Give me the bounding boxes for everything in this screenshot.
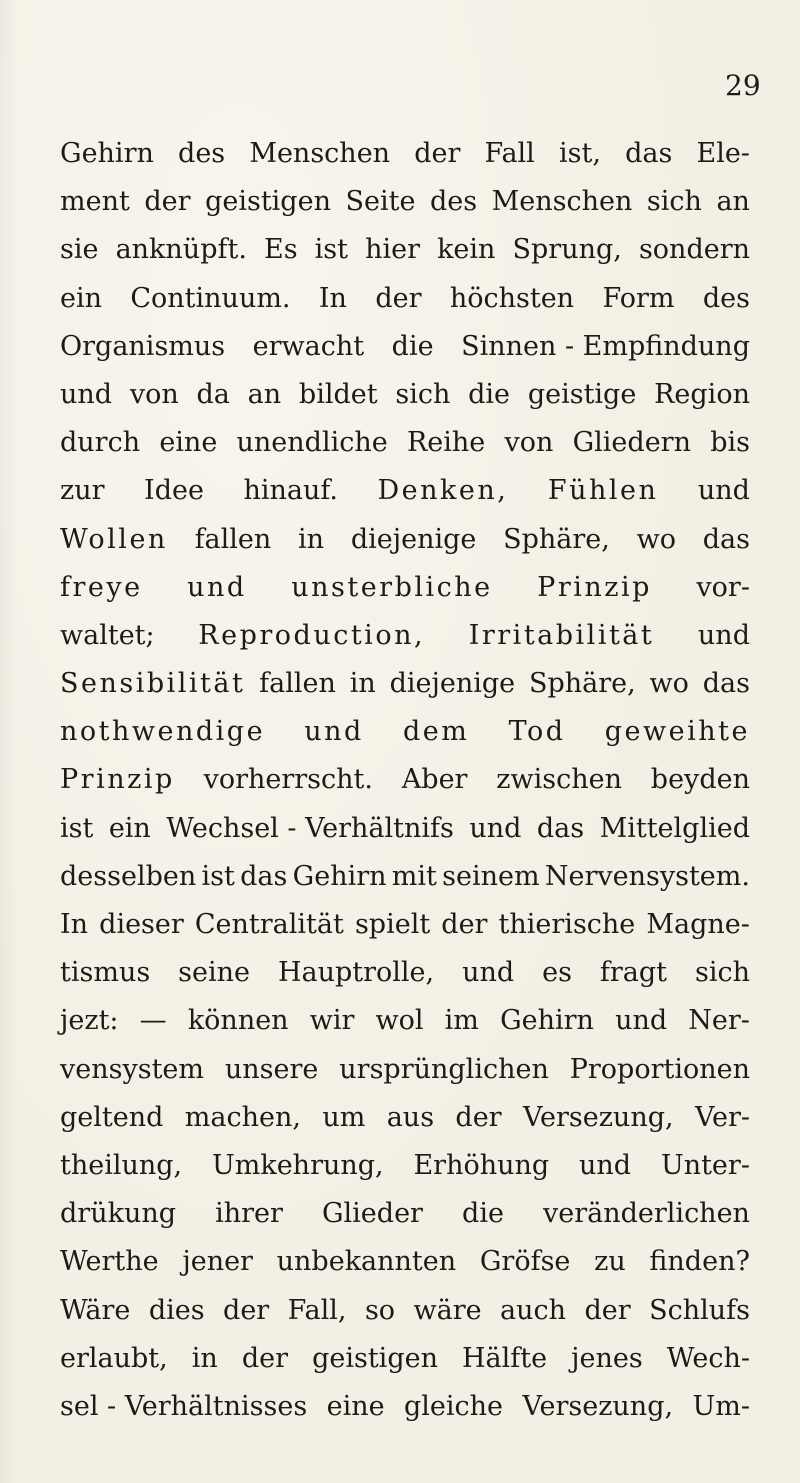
word: wol [375, 1005, 424, 1037]
word: Continuum. [130, 282, 291, 314]
word: Wäre [60, 1294, 131, 1326]
word: Organismus [60, 330, 226, 362]
word: die [462, 1198, 504, 1230]
text-line [60, 612, 750, 660]
text-line [60, 1335, 750, 1383]
word: Region [654, 378, 750, 410]
word: Werthe [60, 1246, 159, 1278]
word: des [178, 138, 226, 169]
word: Irritabilität [468, 619, 655, 651]
word: bildet [298, 378, 378, 410]
word: Schlufs [649, 1294, 750, 1326]
word: erlaubt, [60, 1342, 168, 1374]
word: unsere [224, 1053, 319, 1085]
word: Sphäre, [528, 668, 636, 700]
word: Proportionen [569, 1053, 750, 1085]
word: sich [694, 957, 750, 989]
word: freye [60, 571, 143, 603]
text-line [60, 1190, 750, 1238]
word: der [223, 1294, 270, 1326]
word: Tod [508, 716, 566, 748]
word: sondern [638, 234, 750, 266]
word: jenes [571, 1342, 643, 1374]
word: zur [60, 475, 105, 507]
word: dem [403, 716, 470, 748]
word: vensystem [60, 1053, 205, 1085]
word: um [322, 1101, 366, 1133]
word: Um- [692, 1390, 750, 1422]
word: — [139, 1005, 167, 1037]
word: Prinzip [537, 571, 652, 603]
word: Sprung, [512, 234, 622, 266]
word: der [375, 282, 422, 314]
word: drükung [60, 1198, 177, 1230]
word: Erhöhung [413, 1149, 550, 1181]
word: Glieder [321, 1198, 423, 1230]
word: Umkehrung, [211, 1149, 384, 1181]
word: Mittelglied [599, 812, 750, 844]
word: Fall, [287, 1294, 347, 1326]
text-line [60, 1094, 750, 1142]
word: Denken, [377, 475, 509, 507]
word: diejenige [350, 523, 477, 555]
word: thierische [498, 909, 636, 940]
word: hinauf. [243, 475, 338, 507]
word: wo [636, 523, 676, 555]
word: zwischen [496, 764, 622, 796]
word: und [579, 1149, 632, 1181]
word: dies [148, 1294, 205, 1326]
text-line [60, 756, 750, 804]
word: der [144, 186, 191, 218]
word: geweihte [604, 716, 750, 748]
word: ment [60, 186, 130, 218]
text-line [60, 178, 750, 226]
word: fragt [599, 957, 668, 989]
word: auch [500, 1294, 567, 1326]
word: zu [594, 1246, 626, 1278]
word: finden? [649, 1246, 750, 1278]
word: jener [182, 1246, 253, 1278]
word: dieser [99, 909, 184, 940]
word: nothwendige [60, 716, 266, 748]
word: Versezung, [522, 1390, 674, 1422]
word: beyden [650, 764, 750, 796]
word: unsterbliche [291, 571, 493, 603]
body-text [60, 130, 750, 1431]
word: und [462, 957, 515, 989]
word: von [129, 378, 179, 410]
text-line [60, 130, 750, 178]
word: eine [159, 427, 218, 459]
text-line [60, 564, 750, 612]
word: und [60, 378, 113, 410]
word: in [298, 523, 325, 555]
word: wo [649, 668, 689, 700]
word: Es [263, 234, 298, 266]
word: anknüpft. [115, 234, 247, 266]
text-line [60, 997, 750, 1045]
word: gleiche [404, 1390, 504, 1422]
word: der [241, 1342, 289, 1374]
word: das [240, 860, 288, 892]
word: in [349, 668, 376, 700]
word: erwacht [252, 330, 365, 362]
word: diejenige [389, 668, 516, 700]
word: können [187, 1005, 289, 1037]
word: Menschen [249, 138, 391, 169]
word: und [697, 619, 750, 651]
word: Centralität [194, 909, 344, 940]
word: der [414, 138, 461, 169]
text-line [60, 708, 750, 756]
word: kein [437, 234, 496, 266]
text-line [60, 1287, 750, 1335]
word: Ele- [696, 138, 750, 169]
word: veränderlichen [543, 1198, 750, 1230]
word: es [542, 957, 572, 989]
word: Gliedern [572, 427, 691, 459]
word: Sinnen - Empfindung [461, 330, 750, 362]
word: höchsten [449, 282, 575, 314]
word: vorherrscht. [203, 764, 373, 796]
word: an [247, 378, 282, 410]
word: im [444, 1005, 479, 1037]
word: Sphäre, [503, 523, 610, 555]
word: ist [60, 812, 94, 844]
word: wir [309, 1005, 355, 1037]
word: Versezung, [522, 1101, 674, 1133]
word: Gehirn [292, 860, 387, 892]
word: unbekannten [276, 1246, 457, 1278]
text-line [60, 226, 750, 274]
word: Nervensystem. [544, 860, 750, 892]
text-line [60, 901, 750, 949]
text-line [60, 949, 750, 997]
word: eine [326, 1390, 385, 1422]
text-line [60, 853, 750, 901]
word: Sensibilität [60, 668, 246, 700]
word: Seite [345, 186, 416, 218]
word: machen, [184, 1101, 301, 1133]
word: Fall [484, 138, 535, 169]
word: von [504, 427, 554, 459]
word: sich [646, 186, 702, 218]
word: ist [314, 234, 348, 266]
word: Menschen [491, 186, 633, 218]
word: sich [395, 378, 451, 410]
text-line [60, 1142, 750, 1190]
word: Idee [144, 475, 204, 507]
word: Hälfte [462, 1342, 548, 1374]
word: des [702, 282, 750, 314]
word: und [615, 1005, 668, 1037]
word: tismus [60, 957, 151, 989]
word: Unter- [660, 1149, 750, 1181]
word: Hauptrolle, [277, 957, 435, 989]
word: das [702, 523, 750, 555]
word: die [391, 330, 434, 362]
text-line [60, 516, 750, 564]
text-line [60, 371, 750, 419]
word: theilung, [60, 1149, 183, 1181]
word: und [469, 812, 522, 844]
word: des [429, 186, 478, 218]
word: und [697, 475, 750, 507]
word: ein [108, 812, 151, 844]
page-number: 29 [725, 69, 761, 102]
word: und [304, 716, 364, 748]
word: ein [60, 282, 103, 314]
text-line [60, 1046, 750, 1094]
text-line [60, 419, 750, 467]
word: die [468, 378, 511, 410]
word: Reihe [406, 427, 486, 459]
word: Aber [401, 764, 468, 796]
word: In [60, 909, 89, 940]
word: so [364, 1294, 396, 1326]
word: wäre [413, 1294, 482, 1326]
word: geistige [527, 378, 637, 410]
word: Form [602, 282, 675, 314]
word: Gehirn [60, 138, 154, 169]
word: Gröfse [479, 1246, 571, 1278]
word: vor- [696, 571, 750, 603]
word: Wech- [666, 1342, 750, 1374]
text-line [60, 1238, 750, 1286]
word: geltend [60, 1101, 164, 1133]
word: der [455, 1101, 502, 1133]
text-line [60, 323, 750, 371]
word: Reproduction, [198, 619, 426, 651]
word: Magne- [646, 909, 750, 940]
word: Gehirn [500, 1005, 594, 1037]
text-line [60, 275, 750, 323]
word: Wechsel - Verhältnifs [166, 812, 454, 844]
word: jezt: [60, 1005, 119, 1037]
word: an [716, 186, 750, 218]
word: waltet; [60, 619, 155, 651]
text-line [60, 467, 750, 515]
word: Fühlen [547, 475, 659, 507]
word: Ver- [694, 1101, 750, 1133]
word: bis [710, 427, 750, 459]
word: das [702, 668, 750, 700]
word: In [318, 282, 347, 314]
word: hier [365, 234, 420, 266]
word: ihrer [215, 1198, 283, 1230]
word: aus [386, 1101, 435, 1133]
word: das [536, 812, 585, 844]
word: der [584, 1294, 631, 1326]
word: geistigen [312, 1342, 438, 1374]
word: ist [201, 860, 235, 892]
word: fallen [259, 668, 336, 700]
word: seine [178, 957, 250, 989]
word: desselben [60, 860, 197, 892]
word: ist, [558, 138, 601, 169]
word: Wollen [60, 523, 168, 555]
word: geistigen [205, 186, 331, 218]
word: sel - Verhältnisses [60, 1390, 308, 1422]
word: spielt [354, 909, 431, 940]
word: durch [60, 427, 141, 459]
word: das [625, 138, 673, 169]
word: Ner- [688, 1005, 750, 1037]
text-line [60, 805, 750, 853]
word: da [196, 378, 230, 410]
word: der [441, 909, 488, 940]
text-line [60, 660, 750, 708]
word: in [191, 1342, 218, 1374]
word: fallen [194, 523, 272, 555]
word: seinem [442, 860, 540, 892]
word: mit [391, 860, 437, 892]
text-line [60, 1383, 750, 1431]
word: unendliche [236, 427, 388, 459]
word: und [187, 571, 247, 603]
word: ursprünglichen [339, 1053, 549, 1085]
word: sie [60, 234, 99, 266]
word: Prinzip [60, 764, 175, 796]
